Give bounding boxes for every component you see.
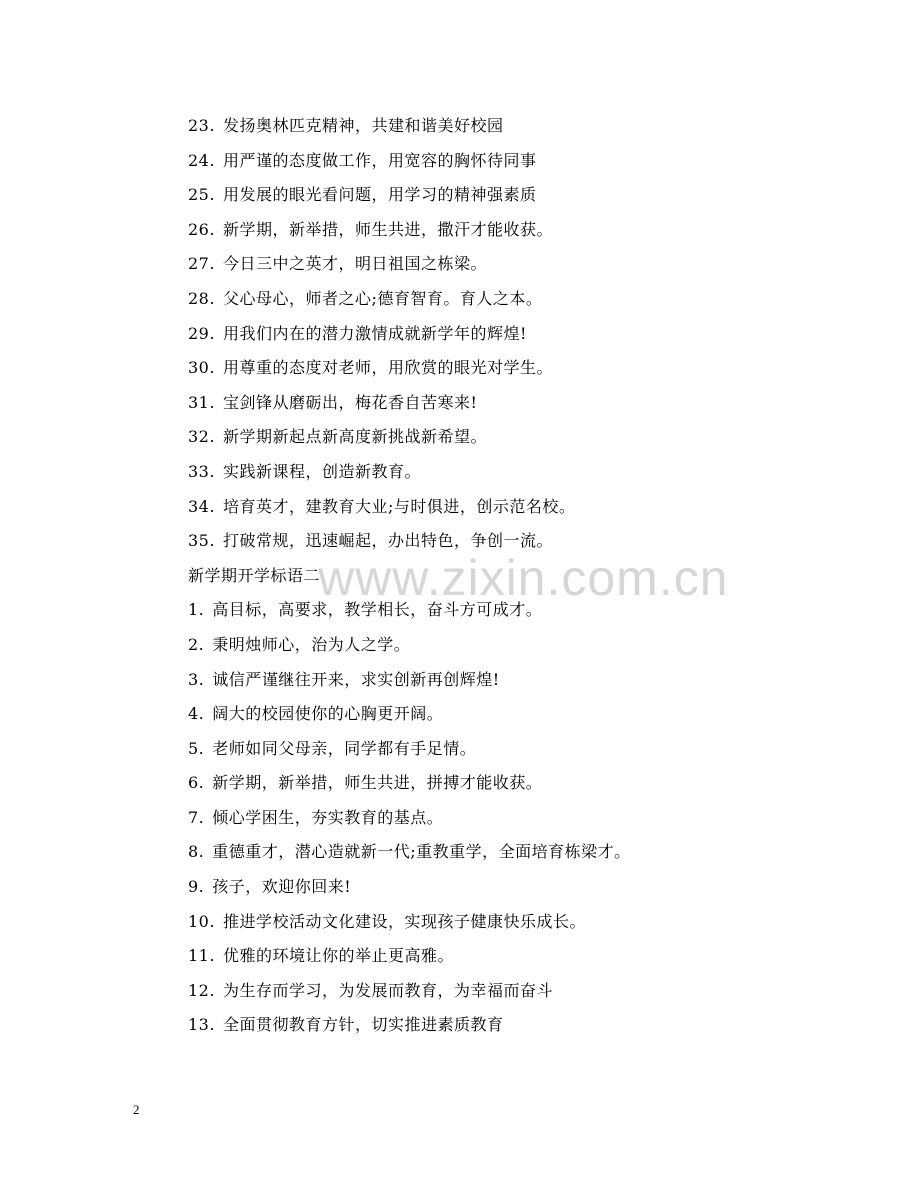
list-item-text: 用发展的眼光看问题，用学习的精神强素质: [222, 185, 537, 205]
section-heading: 新学期开学标语二: [188, 565, 321, 585]
list-item-text: 高目标，高要求，教学相长，奋斗方可成才。: [212, 600, 543, 620]
list-item: [188, 144, 808, 179]
list-item-number: 1.: [188, 600, 205, 620]
list-item: [188, 732, 808, 767]
list-item-text: 秉明烛师心，治为人之学。: [212, 634, 411, 654]
list-item-text: 诚信严谨继往开来，求实创新再创辉煌!: [212, 669, 500, 689]
slogan-list-part2: [188, 593, 808, 1043]
list-item: [188, 939, 808, 974]
list-item-number: 6.: [188, 773, 205, 793]
list-item-number: 13.: [188, 1015, 215, 1035]
watermark: www.zixin.com.cn: [318, 550, 729, 606]
list-item-text: 阔大的校园使你的心胸更开阔。: [212, 704, 444, 724]
list-item-number: 33.: [188, 461, 215, 481]
list-item-number: 32.: [188, 427, 215, 447]
page-number: 2: [133, 1102, 140, 1117]
list-item-text: 用我们内在的潜力激情成就新学年的辉煌!: [222, 323, 527, 343]
document-body: [188, 109, 808, 1043]
list-item-number: 10.: [188, 911, 215, 931]
list-item-number: 28.: [188, 288, 215, 308]
list-item-text: 发扬奥林匹克精神，共建和谐美好校园: [222, 116, 504, 135]
list-item-text: 实践新课程，创造新教育。: [222, 461, 421, 481]
list-item-text: 老师如同父母亲，同学都有手足情。: [212, 738, 477, 758]
list-item-text: 优雅的环境让你的举止更高雅。: [222, 946, 454, 966]
list-item-text: 推进学校活动文化建设，实现孩子健康快乐成长。: [222, 911, 586, 931]
list-item-text: 用严谨的态度做工作，用宽容的胸怀待同事: [222, 150, 537, 170]
list-item: [188, 490, 808, 525]
list-item: [188, 420, 808, 455]
list-item: [188, 628, 808, 663]
list-item: [188, 351, 808, 386]
list-item-text: 全面贯彻教育方针，切实推进素质教育: [222, 1015, 504, 1035]
list-item-text: 新学期，新举措，师生共进，拼搏才能收获。: [212, 773, 543, 793]
list-item: [188, 386, 808, 421]
list-item: [188, 317, 808, 352]
list-item-text: 培育英才，建教育大业;与时俱进，创示范名校。: [222, 496, 576, 516]
list-item-number: 25.: [188, 185, 215, 205]
list-item-text: 新学期，新举措，师生共进，撒汗才能收获。: [222, 219, 553, 239]
list-item: [188, 109, 808, 144]
list-item-number: 2.: [188, 634, 205, 654]
list-item-text: 打破常规，迅速崛起，办出特色，争创一流。: [222, 531, 553, 551]
list-item-number: 8.: [188, 842, 205, 862]
list-item: [188, 697, 808, 732]
list-item: [188, 974, 808, 1009]
list-item-text: 重德重才，潜心造就新一代;重教重学，全面培育栋梁才。: [212, 842, 631, 862]
list-item: [188, 455, 808, 490]
list-item-number: 4.: [188, 704, 205, 724]
list-item-number: 31.: [188, 392, 215, 412]
list-item: [188, 870, 808, 905]
list-item-text: 新学期新起点新高度新挑战新希望。: [222, 427, 487, 447]
list-item-number: 23.: [188, 116, 215, 135]
list-item: [188, 178, 808, 213]
list-item: [188, 282, 808, 317]
list-item-number: 35.: [188, 531, 215, 551]
list-item: [188, 835, 808, 870]
list-item-number: 7.: [188, 807, 205, 827]
list-item: [188, 213, 808, 248]
list-item: [188, 524, 808, 559]
list-item: [188, 801, 808, 836]
list-item-text: 父心母心，师者之心;德育智育。育人之本。: [222, 288, 543, 308]
list-item: [188, 1008, 808, 1043]
list-item-number: 34.: [188, 496, 215, 516]
list-item-number: 9.: [188, 877, 205, 897]
list-item-number: 30.: [188, 358, 215, 378]
list-item-number: 29.: [188, 323, 215, 343]
list-item-text: 用尊重的态度对老师，用欣赏的眼光对学生。: [222, 358, 553, 378]
slogan-list-part1: [188, 109, 808, 559]
list-item-number: 3.: [188, 669, 205, 689]
list-item-text: 今日三中之英才，明日祖国之栋梁。: [222, 254, 487, 274]
list-item-number: 11.: [188, 946, 215, 966]
list-item-number: 5.: [188, 738, 205, 758]
list-item: [188, 247, 808, 282]
list-item-text: 为生存而学习，为发展而教育，为幸福而奋斗: [222, 980, 553, 1000]
list-item-number: 26.: [188, 219, 215, 239]
list-item-number: 24.: [188, 150, 215, 170]
list-item: [188, 663, 808, 698]
list-item: [188, 766, 808, 801]
list-item-text: 孩子，欢迎你回来!: [212, 877, 352, 897]
list-item-number: 12.: [188, 980, 215, 1000]
list-item-text: 宝剑锋从磨砺出，梅花香自苦寒来!: [222, 392, 478, 412]
list-item: [188, 905, 808, 940]
list-item-number: 27.: [188, 254, 215, 274]
list-item-text: 倾心学困生，夯实教育的基点。: [212, 807, 444, 827]
list-item: [188, 593, 808, 628]
